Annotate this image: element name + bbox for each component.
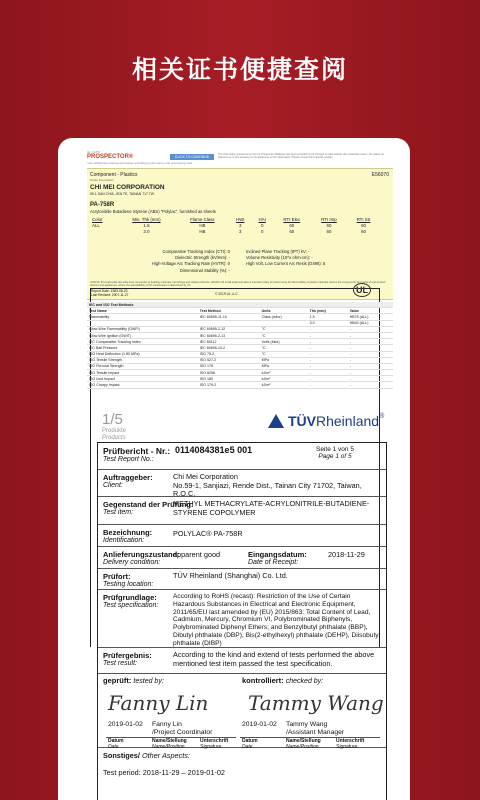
test-cell: °C [260,332,308,338]
page-label-de: Produkte [102,428,127,434]
header-rti-str: RTI Str [356,216,371,222]
testing-location-label: Prüfort: Testing location: [103,572,154,588]
test-cell: ISO 527-2 [198,357,260,363]
col-date-label: Datum Date [242,738,258,750]
copyright: © 2019 UL LLC [215,292,238,296]
test-cell: IEC 60695-2-13 [198,332,260,338]
other-aspects-label: Sonstiges/ Other Aspects: [103,751,190,760]
header-color: Color [92,216,103,222]
col-value: Value [348,308,393,314]
test-cell: ISO 178 [198,363,260,369]
header-rti-imp: RTI Imp [321,216,337,222]
property-row [90,228,380,234]
header-rti-elec: RTI Elec [283,216,301,222]
testing-location-value: TÜV Rheinland (Shanghai) Co. Ltd. [173,571,288,580]
test-cell: °C [260,351,308,357]
click-to-continue-button[interactable]: CLICK TO CONTINUE [170,154,214,160]
test-cell: Class (color) [260,314,308,320]
cell: HB [199,228,206,234]
test-cell: ISO Izod Impact [87,376,198,382]
cell: 60 [326,228,332,234]
test-spec-label: Prüfgrundlage: Test specification: [103,593,159,609]
ul-logo: UL [353,283,371,297]
test-item-value: METHYL METHACRYLATE-ACRYLONITRILE-BUTADIENE-STYRENE COPOLYMER [173,499,370,517]
test-cell: kJ/m² [260,382,308,388]
test-cell: °C [260,326,308,332]
identification-value: POLYLAC® PA-758R [173,529,243,538]
cell: 60 [361,222,366,228]
prospector-brand: PROSPECTOR® [87,154,134,160]
test-cell: - [308,326,348,332]
tested-by-label: geprüft: tested by: [103,676,164,685]
test-cell: - [308,339,348,345]
cell: 0 [260,222,264,228]
test-cell: ISO Tensile Strength [87,357,198,363]
test-cell: IEC 60695-10-2 [198,345,260,351]
company-address: 59-1 SAN CHIA, JEN TE, TAINAN 717 TW [90,192,155,196]
test-cell: ISO Charpy Impact [87,382,198,388]
test-cell: ISO 180 [198,376,260,382]
prop-dielectric: Dielectric Strength (kV/mm): - [175,255,230,261]
test-cell: IEC 60112 [198,339,260,345]
sig2-name: Tammy Wang /Assistant Manager [286,721,345,736]
cell: 0 [260,228,264,234]
signature-row [98,673,386,748]
col-test-method: Test Method [198,308,260,314]
receipt-label: Eingangsdatum: Date of Receipt: [248,550,307,566]
tuv-test-report [97,442,387,800]
last-revised: Last Revised: 2007-11-27 [91,293,129,298]
test-cell: Glow-Wire Ignition (GWIT) [87,332,198,338]
report-number-row [98,443,386,470]
test-row [87,382,393,388]
col-name-label: Name/Stellung Name/Position [286,738,321,750]
test-cell: - [308,370,348,376]
prop-cti: Comparative Tracking Index (CTI): 0 [162,249,230,254]
page-of: Seite 1 von 5 Page 1 of 5 [316,446,354,460]
page-label-en: Products [102,435,126,441]
prospector-disclaimer: The information presented on this UL Prospector database has been provided by UL through its data partner (the materials owner). UL makes no warranty as to the accuracy or completeness of the information. Please consult the material supplier. [218,153,384,160]
prop-dimensional: Dimensional Stability (%): - [179,267,230,273]
test-result-value: According to the kind and extend of tests performed the above mentioned test item passed the test specification. [173,650,375,668]
guide-information-link[interactable]: Guide Information [90,178,114,182]
signature-checker: Tammy Wang [248,691,384,715]
test-cell: 1.5 [308,314,348,320]
test-cell: kJ/m² [260,370,308,376]
col-signature-label: Unterschrift Signature [336,738,365,750]
cell: 60 [289,228,295,234]
report-no-label: Prüfbericht - Nr.: Test Report No.: [103,446,171,463]
iec-iso-test-table [87,302,393,389]
sig1-name: Fanny Lin /Project Coordinator [152,721,213,736]
test-cell: IEC 60695-2-12 [198,326,260,332]
test-cell: - [308,376,348,382]
certificate-card[interactable] [58,138,410,800]
test-cell: Glow-Wire Flammability (GWFI) [87,326,198,332]
test-cell: ISO Flexural Strength [87,363,198,369]
test-cell: - [348,376,393,382]
prop-ipt: Inclined Plane Tracking (IPT) kV: - [246,249,310,254]
test-cell: - [348,382,393,388]
test-cell: - [348,351,393,357]
cell: 3 [238,222,242,228]
test-cell: - [308,332,348,338]
prospector-tagline: Your additional material information including performance and processing data [87,161,193,165]
cell: 60 [289,222,295,228]
header-thickness: Min. Thk (mm) [132,216,161,222]
test-cell: MPa [260,363,308,369]
test-cell: - [308,351,348,357]
header-flame-class: Flame Class [190,216,215,222]
test-cell: Flammability [87,314,198,320]
test-cell: kJ/m² [260,376,308,382]
receipt-value: 2018-11-29 [328,550,365,559]
test-cell: HB40 (ALL) [348,320,393,326]
test-cell: - [348,357,393,363]
test-cell: ISO Heat Deflection (1.80 MPa) [87,351,198,357]
cell [90,228,117,234]
test-spec-row [98,589,386,648]
material-grade: PA-758R [90,202,115,208]
page-headline: 相关证书便捷查阅 [131,55,348,84]
page-number: 1/5 [102,411,123,428]
page-indicator [102,411,126,442]
test-cell: IEC Ball Pressure [87,345,198,351]
tuv-triangle-icon [268,414,284,428]
test-table-title: IEC and ISO Test Methods [87,302,393,308]
test-cell: - [348,345,393,351]
test-cell: HB75 (ALL) [348,314,393,320]
identification-label: Bezeichnung: Identification: [103,528,153,544]
delivery-value: apparent good [173,550,221,559]
test-cell: - [308,363,348,369]
cell: 1.5 [143,222,150,228]
material-profile [87,168,393,300]
property-table [90,216,380,235]
prop-volume-resistivity: Volume Resistivity (10^x ohm-cm): - [246,255,313,261]
tuv-logo-text: Rheinland [316,413,380,429]
ul-caps-tag: UL CAPS [87,150,100,154]
test-result-label: Prüfergebnis: Test result: [103,651,152,667]
test-cell: - [348,332,393,338]
ul94-note: ANSI/UL 94 small-scale test data does not pertain to building materials, furnishings and related contents. ANSI/UL 94 small-scale test data is intended solely for determining the flammability of plastic materials used in the components and parts of end-product devices and appliances, where the acceptability of the combination is determined by UL. [90,281,386,288]
cell: 3 [238,228,242,234]
test-cell: IEC Comparative Tracking Index [87,339,198,345]
test-spec-value: According to RoHS (recast): Restriction of the Use of Certain Hazardous Substances in Electrical and Electronic Equipment, 2011/65/EU last amended by (EU) 2015/863: Total Content of Lead, Cadmium, Mercury, Chromium VI, Polybrominated Biphenyls, Polybrominated Diphenyl Ethers; and Benzylbutyl phthalate (BBP), Dibutyl phthalate (DBP), Bis(2-ethylhexyl) phthalate (DEHP), Diisobutyl phthalate (DIBP) [173,593,381,647]
signature-tester: Fanny Lin [108,691,209,715]
tuv-logo-reg: ® [379,413,385,420]
test-item-label: Gegenstand der Prüfung: Test item: [103,500,194,516]
header-hai: HAI [258,216,266,222]
cell: ALL [92,222,100,228]
test-result-row [98,647,386,674]
identification-row [98,524,386,547]
cell: 60 [361,228,366,234]
tuv-logo-bold: TÜV [288,413,316,429]
test-cell: ISO 8256 [198,370,260,376]
col-thickness: Thk (mm) [308,308,348,314]
delivery-row [98,546,386,569]
col-signature-label: Unterschrift Signature [200,738,229,750]
test-cell: ISO 179-2 [198,382,260,388]
sig1-date: 2019-01-02 [108,721,143,728]
sig2-date: 2019-01-02 [242,721,277,728]
test-cell: IEC 60695-11-10 [198,314,260,320]
test-cell: - [348,326,393,332]
delivery-label: Anlieferungszustand: Delivery condition: [103,550,180,566]
col-name-label: Name/Stellung Name/Position [152,738,187,750]
checked-by-label: kontrolliert: checked by: [242,676,324,685]
electrical-properties [90,249,390,274]
test-cell: Volts (Max) [260,339,308,345]
client-row [98,469,386,497]
cell: HB [199,222,206,228]
other-aspects [103,751,225,777]
material-description: Acrylonitrile Butadiene Styrene (ABS) "Polylac", furnished as sheets [90,209,216,214]
testing-location-row [98,568,386,590]
header-hwi: HWI [235,216,245,222]
cell: 60 [326,222,332,228]
report-date: Report Date: 1983-08-23 [91,289,128,293]
test-cell: MPa [260,357,308,363]
test-cell: - [348,370,393,376]
test-item-row [98,496,386,525]
test-cell: ISO Tensile Impact [87,370,198,376]
test-cell: - [348,363,393,369]
report-no-label-en: Test Report No.: [103,456,154,463]
prop-arc-resistance: High Volt, Low Current Arc Resis (D495): 5 [246,261,326,267]
tuv-rheinland-logo [268,413,384,429]
test-cell: - [308,357,348,363]
category: Component - Plastics [90,172,138,178]
test-period: Test period: 2018-11-29 – 2019-01-02 [103,768,225,777]
test-cell: 3.0 [308,320,348,326]
test-cell: °C [260,345,308,351]
client-value: Chi Mei Corporation No.59-1, Sanjiazi, Rende Dist., Tainan City 71702, Taiwan, R.O.C. [173,472,362,498]
test-cell: - [308,345,348,351]
test-cell: ISO 75-2 [198,351,260,357]
company-name: CHI MEI CORPORATION [90,184,165,191]
test-cell: - [348,339,393,345]
report-number: 0114084381e5 001 [175,445,253,455]
client-label: Auftraggeber: Client: [103,473,153,489]
prop-hvtr: High-Voltage Arc Tracking Rate (HVTR): 0 [151,261,230,267]
file-number: E56070 [371,172,389,178]
test-cell: - [308,382,348,388]
col-units: Units [260,308,308,314]
cell: 3.0 [143,228,150,234]
col-test-name: Test Name [87,308,198,314]
col-date-label: Datum Date [108,738,124,750]
